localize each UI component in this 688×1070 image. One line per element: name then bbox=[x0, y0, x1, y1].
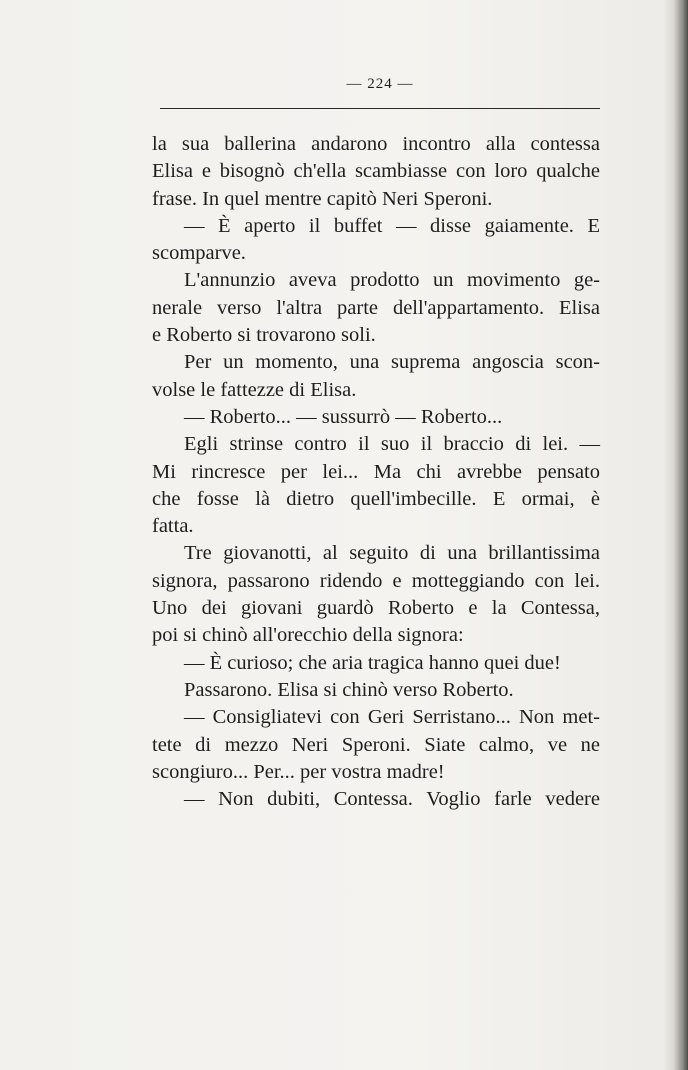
text-line: e Roberto si trovarono soli. bbox=[152, 324, 376, 347]
body-text bbox=[152, 131, 600, 813]
page-number: — 224 — bbox=[346, 76, 414, 92]
text-line: Mi rincresce per lei... Ma chi avrebbe pensato bbox=[152, 460, 600, 483]
text-line: Tre giovanotti, al seguito di una brillantissima bbox=[184, 542, 600, 565]
text-line: poi si chinò all'orecchio della signora: bbox=[152, 624, 464, 647]
text-line: Per un momento, una suprema angoscia scon- bbox=[184, 351, 600, 374]
text-line: — Roberto... — sussurrò — Roberto... bbox=[184, 405, 503, 428]
text-line: L'annunzio aveva prodotto un movimento ge- bbox=[184, 269, 600, 292]
text-line: che fosse là dietro quell'imbecille. E ormai, è bbox=[152, 487, 600, 510]
text-line: Elisa e bisognò ch'ella scambiasse con loro qualche bbox=[152, 160, 600, 183]
text-line: Passarono. Elisa si chinò verso Roberto. bbox=[184, 678, 514, 701]
text-line: fatta. bbox=[152, 515, 194, 538]
text-line: scongiuro... Per... per vostra madre! bbox=[152, 760, 445, 783]
text-line: la sua ballerina andarono incontro alla contessa bbox=[152, 133, 600, 155]
text-line: Egli strinse contro il suo il braccio di lei. — bbox=[184, 433, 600, 456]
text-line: nerale verso l'altra parte dell'appartamento. Elisa bbox=[152, 296, 600, 319]
header-rule bbox=[160, 108, 600, 109]
text-line: — Consigliatevi con Geri Serristano... Non met- bbox=[184, 706, 600, 729]
text-line: volse le fattezze di Elisa. bbox=[152, 378, 357, 401]
text-line: signora, passarono ridendo e motteggiando con lei. bbox=[152, 569, 600, 592]
text-line: scomparve. bbox=[152, 242, 246, 265]
text-line: — È aperto il buffet — disse gaiamente. E bbox=[184, 214, 600, 237]
page-edge-shadow bbox=[664, 0, 688, 1070]
text-line: Uno dei giovani guardò Roberto e la Contessa, bbox=[152, 597, 600, 620]
text-line: — Non dubiti, Contessa. Voglio farle vedere bbox=[184, 788, 600, 811]
text-line: tete di mezzo Neri Speroni. Siate calmo, ve ne bbox=[152, 733, 600, 756]
text-line: frase. In quel mentre capitò Neri Speroni. bbox=[152, 187, 493, 210]
text-line: — È curioso; che aria tragica hanno quei due! bbox=[184, 651, 561, 674]
